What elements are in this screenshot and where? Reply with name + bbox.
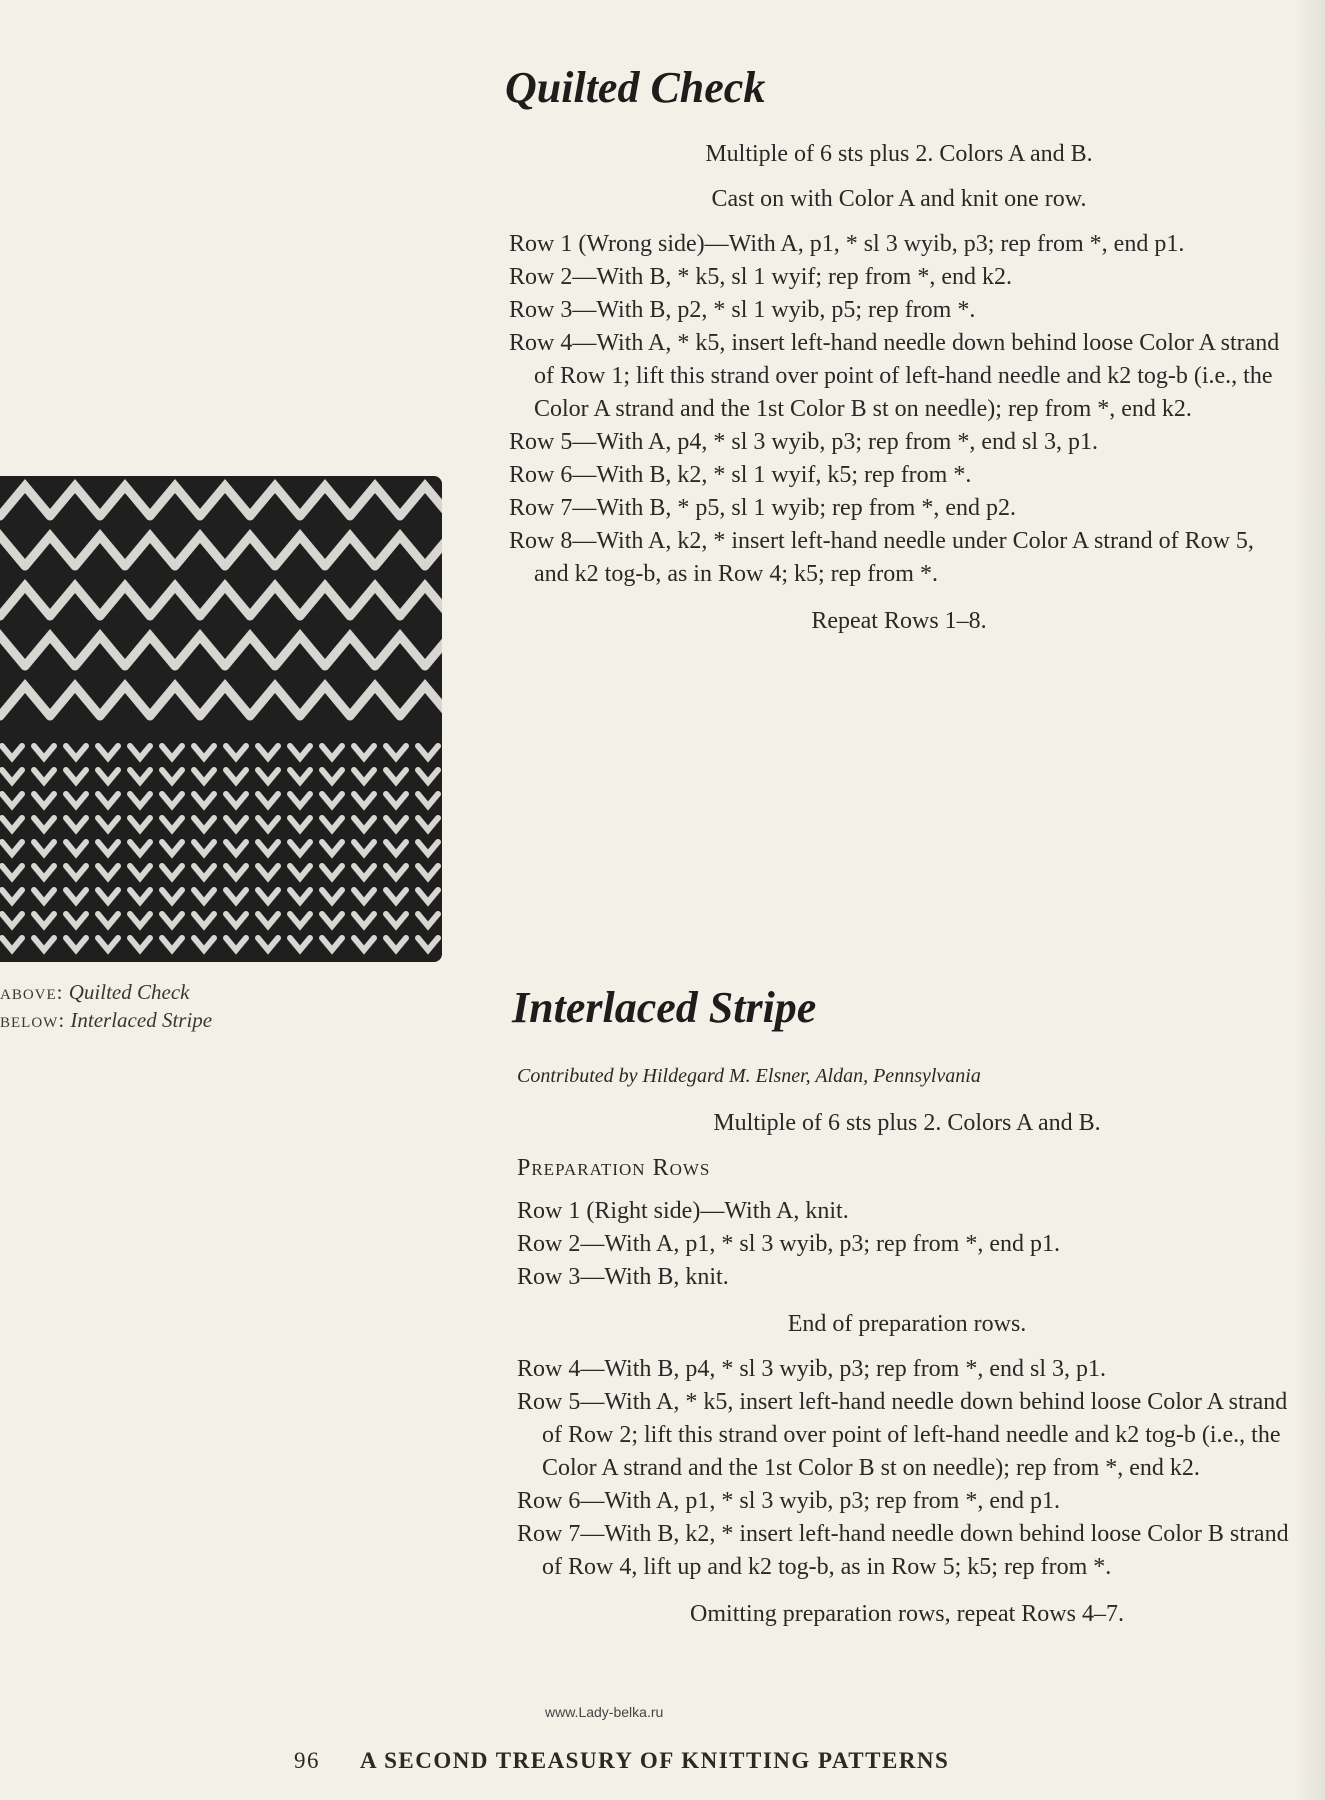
photo-caption xyxy=(0,978,212,1034)
quilted-check-row-2: Row 2—With B, * k5, sl 1 wyif; rep from *, end k2. xyxy=(509,264,1012,290)
interlaced-stripe-rows xyxy=(517,1353,1297,1584)
interlaced-stripe-row-1: Row 4—With B, p4, * sl 3 wyib, p3; rep from *, end sl 3, p1. xyxy=(517,1356,1107,1382)
end-of-preparation: End of preparation rows. xyxy=(787,1311,1027,1337)
quilted-check-row-4: Row 4—With A, * k5, insert left-hand needle down behind loose Color A strand of Row 1; lift this strand over point of left-hand needle and k2 tog-b (i.e., the Color A strand and the 1st Color B st on needle); rep from *, end k2. xyxy=(509,330,1280,422)
quilted-check-rows xyxy=(509,228,1289,591)
interlaced-stripe-row-4: Row 7—With B, k2, * insert left-hand needle down behind loose Color B strand of Row 4, lift up and k2 tog-b, as in Row 5; k5; rep from *. xyxy=(517,1521,1289,1580)
quilted-check-instructions xyxy=(509,138,1289,650)
book-title: A SECOND TREASURY OF KNITTING PATTERNS xyxy=(360,1748,950,1773)
quilted-check-row-3: Row 3—With B, p2, * sl 1 wyib, p5; rep from *. xyxy=(509,297,976,323)
quilted-check-multiple: Multiple of 6 sts plus 2. Colors A and B. xyxy=(705,141,1093,167)
quilted-check-row-6: Row 6—With B, k2, * sl 1 wyif, k5; rep from *. xyxy=(509,462,972,488)
quilted-check-cast-on: Cast on with Color A and knit one row. xyxy=(711,186,1087,212)
quilted-check-row-8: Row 8—With A, k2, * insert left-hand needle under Color A strand of Row 5, and k2 tog-b, as in Row 4; k5; rep from *. xyxy=(509,528,1254,587)
prep-row-1: Row 1 (Right side)—With A, knit. xyxy=(517,1198,849,1224)
preparation-rows xyxy=(517,1195,1297,1294)
interlaced-stripe-repeat: Omitting preparation rows, repeat Rows 4–7. xyxy=(690,1601,1124,1627)
interlaced-stripe-multiple: Multiple of 6 sts plus 2. Colors A and B. xyxy=(713,1110,1101,1136)
prep-row-2: Row 2—With A, p1, * sl 3 wyib, p3; rep from *, end p1. xyxy=(517,1231,1060,1257)
interlaced-stripe-instructions xyxy=(517,1060,1297,1643)
caption-above-text: Quilted Check xyxy=(68,980,190,1004)
pattern-title-interlaced-stripe: Interlaced Stripe xyxy=(512,983,817,1032)
watermark-url: www.Lady-belka.ru xyxy=(545,1704,664,1720)
caption-above-label: above: xyxy=(0,980,64,1004)
quilted-check-row-5: Row 5—With A, p4, * sl 3 wyib, p3; rep from *, end sl 3, p1. xyxy=(509,429,1099,455)
quilted-check-row-1: Row 1 (Wrong side)—With A, p1, * sl 3 wyib, p3; rep from *, end p1. xyxy=(509,231,1185,257)
page-footer xyxy=(294,1748,949,1774)
caption-below-label: below: xyxy=(0,1008,66,1032)
quilted-check-row-7: Row 7—With B, * p5, sl 1 wyib; rep from *, end p2. xyxy=(509,495,1016,521)
prep-row-3: Row 3—With B, knit. xyxy=(517,1264,729,1290)
preparation-rows-heading: Preparation Rows xyxy=(517,1155,711,1181)
knit-swatch-illustration xyxy=(0,476,442,962)
interlaced-stripe-row-2: Row 5—With A, * k5, insert left-hand needle down behind loose Color A strand of Row 2; lift this strand over point of left-hand needle and k2 tog-b (i.e., the Color A strand and the 1st Color B st on needle); rep from *, end k2. xyxy=(517,1389,1288,1481)
page-edge-shadow xyxy=(1295,0,1325,1800)
page-number: 96 xyxy=(294,1748,320,1773)
pattern-title-quilted-check: Quilted Check xyxy=(505,63,766,112)
quilted-check-repeat: Repeat Rows 1–8. xyxy=(811,608,987,634)
swatch-photo xyxy=(0,476,442,962)
interlaced-stripe-row-3: Row 6—With A, p1, * sl 3 wyib, p3; rep from *, end p1. xyxy=(517,1488,1060,1514)
caption-below-text: Interlaced Stripe xyxy=(70,1008,213,1032)
interlaced-stripe-contributor: Contributed by Hildegard M. Elsner, Aldan, Pennsylvania xyxy=(517,1065,981,1087)
